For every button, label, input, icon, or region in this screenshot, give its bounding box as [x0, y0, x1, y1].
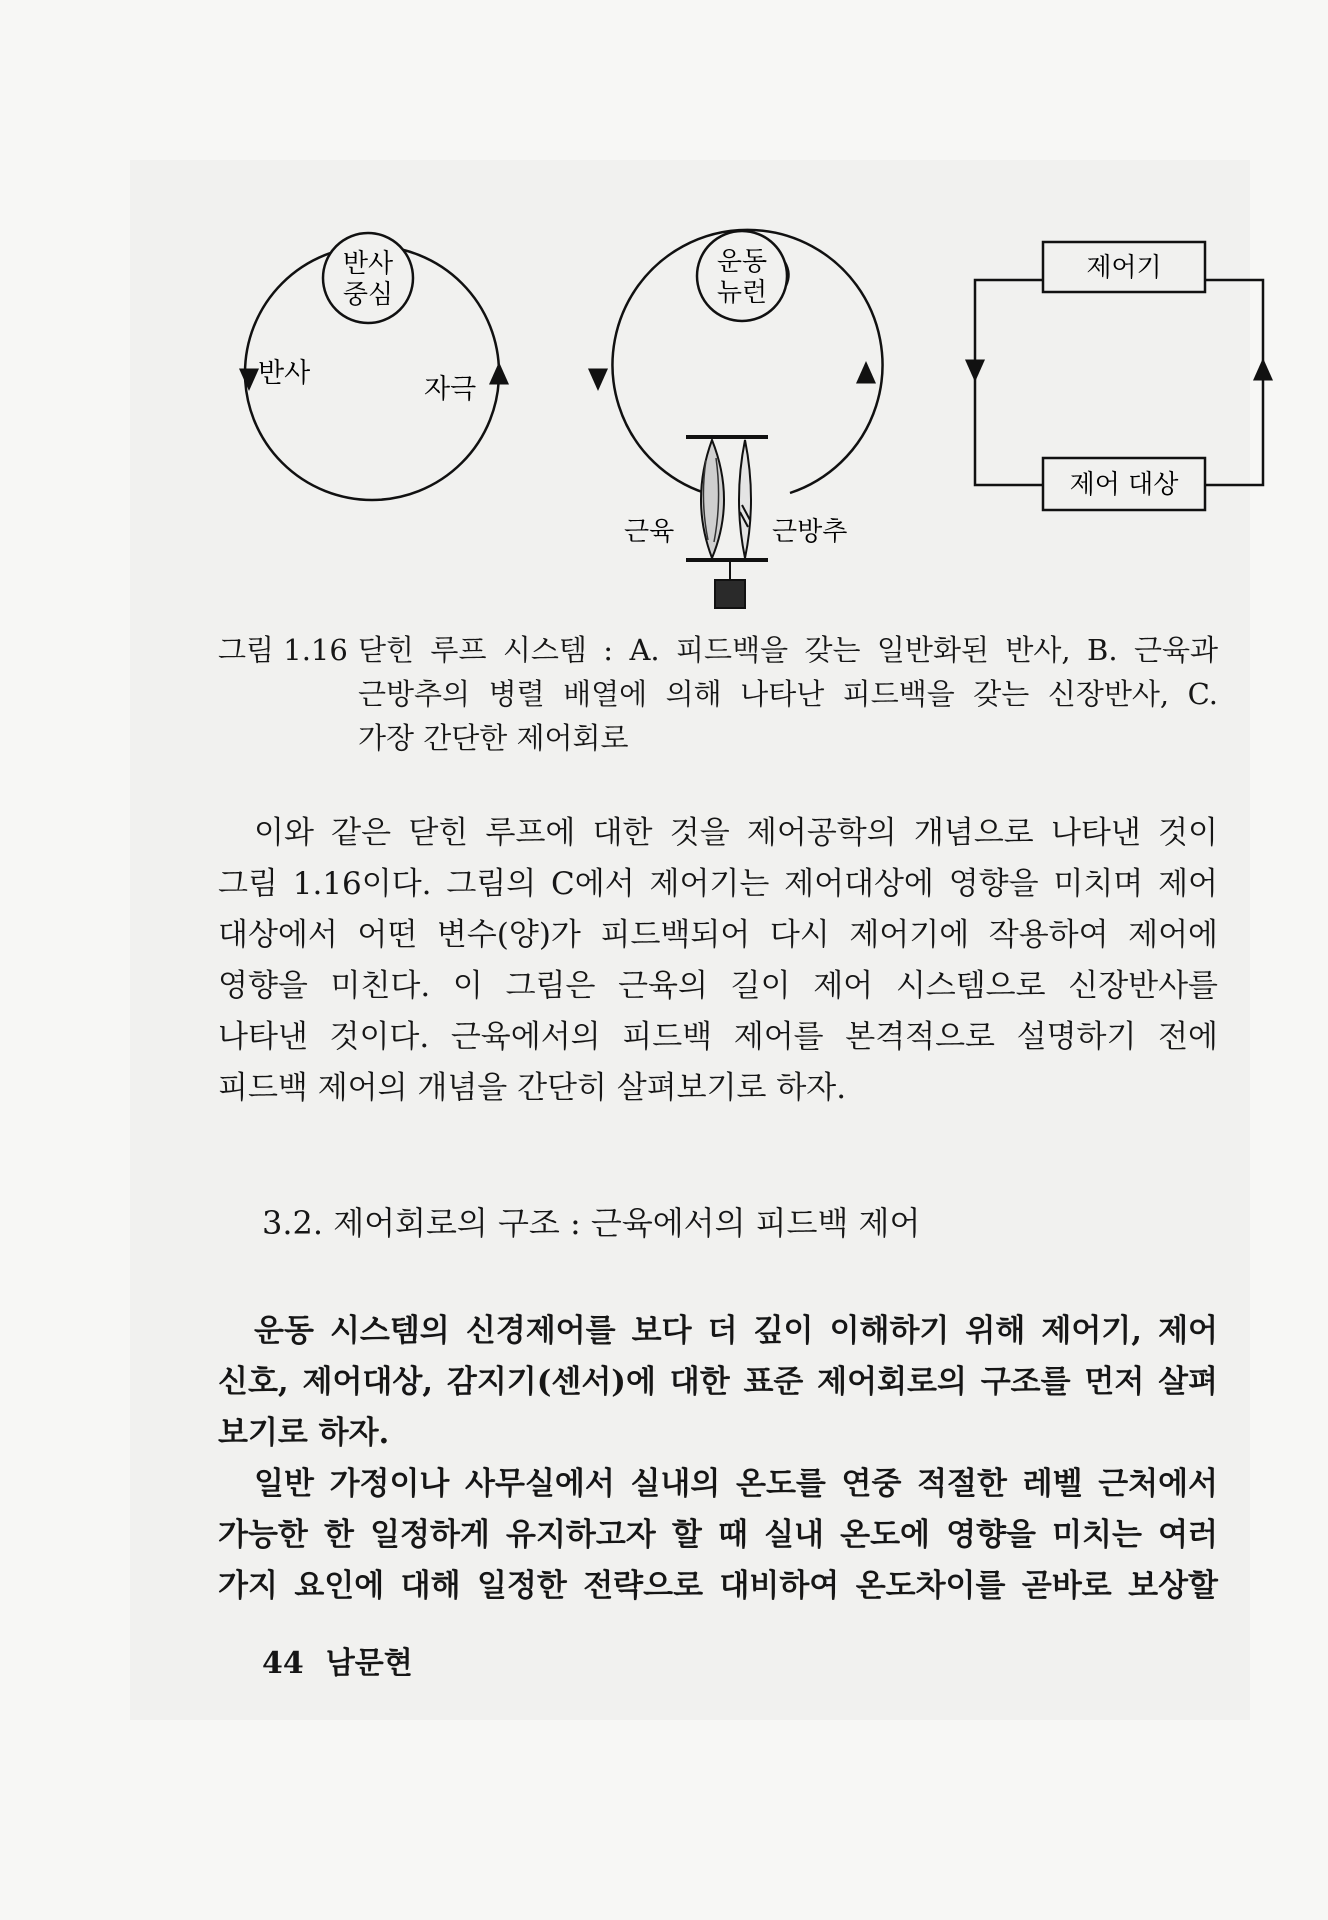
body-paragraph-1 [218, 808, 1218, 1114]
paragraph-line: 가능한 한 일정하게 유지하고자 할 때 실내 온도에 영향을 미치는 여러 [218, 1517, 1218, 1553]
diagram-a-stimulus-label: 자극 [424, 374, 477, 405]
caption-line: 닫힌 루프 시스템 : A. 피드백을 갖는 일반화된 반사, B. 근육과 [358, 633, 1218, 667]
paragraph-line: 이와 같은 닫힌 루프에 대한 것을 제어공학의 개념으로 나타낸 것이 [254, 815, 1218, 851]
controller-label: 제어기 [1086, 253, 1162, 283]
paragraph-line: 보기로 하자. [218, 1415, 390, 1451]
paragraph-line: 나타낸 것이다. 근육에서의 피드백 제어를 본격적으로 설명하기 전에 [218, 1019, 1218, 1055]
caption-line: 근방추의 병렬 배열에 의해 나타난 피드백을 갖는 신장반사, C. [358, 677, 1218, 711]
paragraph-line: 대상에서 어떤 변수(양)가 피드백되어 다시 제어기에 작용하여 제어에 [218, 917, 1218, 953]
plant-label: 제어 대상 [1069, 470, 1179, 500]
paragraph-line: 그림 1.16이다. 그림의 C에서 제어기는 제어대상에 영향을 미치며 제어 [218, 866, 1218, 902]
muscle-spindle-shape [739, 440, 751, 558]
diagram-b-spindle-label: 근방추 [772, 517, 848, 547]
diagram-b-stretch-reflex [598, 230, 882, 608]
weight-block [715, 580, 745, 608]
diagram-a-reflex-label: 반사 [258, 358, 311, 389]
paragraph-line: 일반 가정이나 사무실에서 실내의 온도를 연중 적절한 레벨 근처에서 [254, 1466, 1218, 1502]
paragraph-line: 가지 요인에 대해 일정한 전략으로 대비하여 온도차이를 곧바로 보상할 [218, 1568, 1218, 1604]
body-paragraph-3 [218, 1459, 1218, 1612]
section-heading: 3.2. 제어회로의 구조 : 근육에서의 피드백 제어 [262, 1204, 921, 1242]
diagram-a-center-line2: 중심 [342, 280, 394, 310]
paragraph-line: 운동 시스템의 신경제어를 보다 더 깊이 이해하기 위해 제어기, 제어 [254, 1313, 1218, 1349]
diagram-b-center-line2: 뉴런 [716, 278, 768, 308]
paragraph-line: 영향을 미친다. 이 그림은 근육의 길이 제어 시스템으로 신장반사를 [218, 968, 1218, 1004]
body-paragraph-2 [218, 1306, 1218, 1459]
diagram-b-center-line1: 운동 [716, 247, 768, 277]
page-footer [262, 1638, 413, 1682]
paragraph-line: 신호, 제어대상, 감지기(센서)에 대한 표준 제어회로의 구조를 먼저 살펴 [218, 1364, 1218, 1400]
diagram-b-muscle-label: 근육 [624, 517, 675, 547]
page-number: 44 [262, 1646, 304, 1681]
paragraph-line: 피드백 제어의 개념을 간단히 살펴보기로 하자. [218, 1070, 847, 1106]
figure-number: 그림 1.16 [218, 633, 348, 667]
figure-1-16 [0, 0, 1328, 640]
muscle-shape [701, 440, 724, 558]
diagram-c-control-loop [975, 242, 1263, 510]
author-name: 남문현 [325, 1646, 413, 1681]
diagram-a-center-line1: 반사 [342, 249, 394, 279]
caption-line: 가장 간단한 제어회로 [358, 721, 629, 755]
diagram-a-reflex-loop [245, 233, 499, 500]
